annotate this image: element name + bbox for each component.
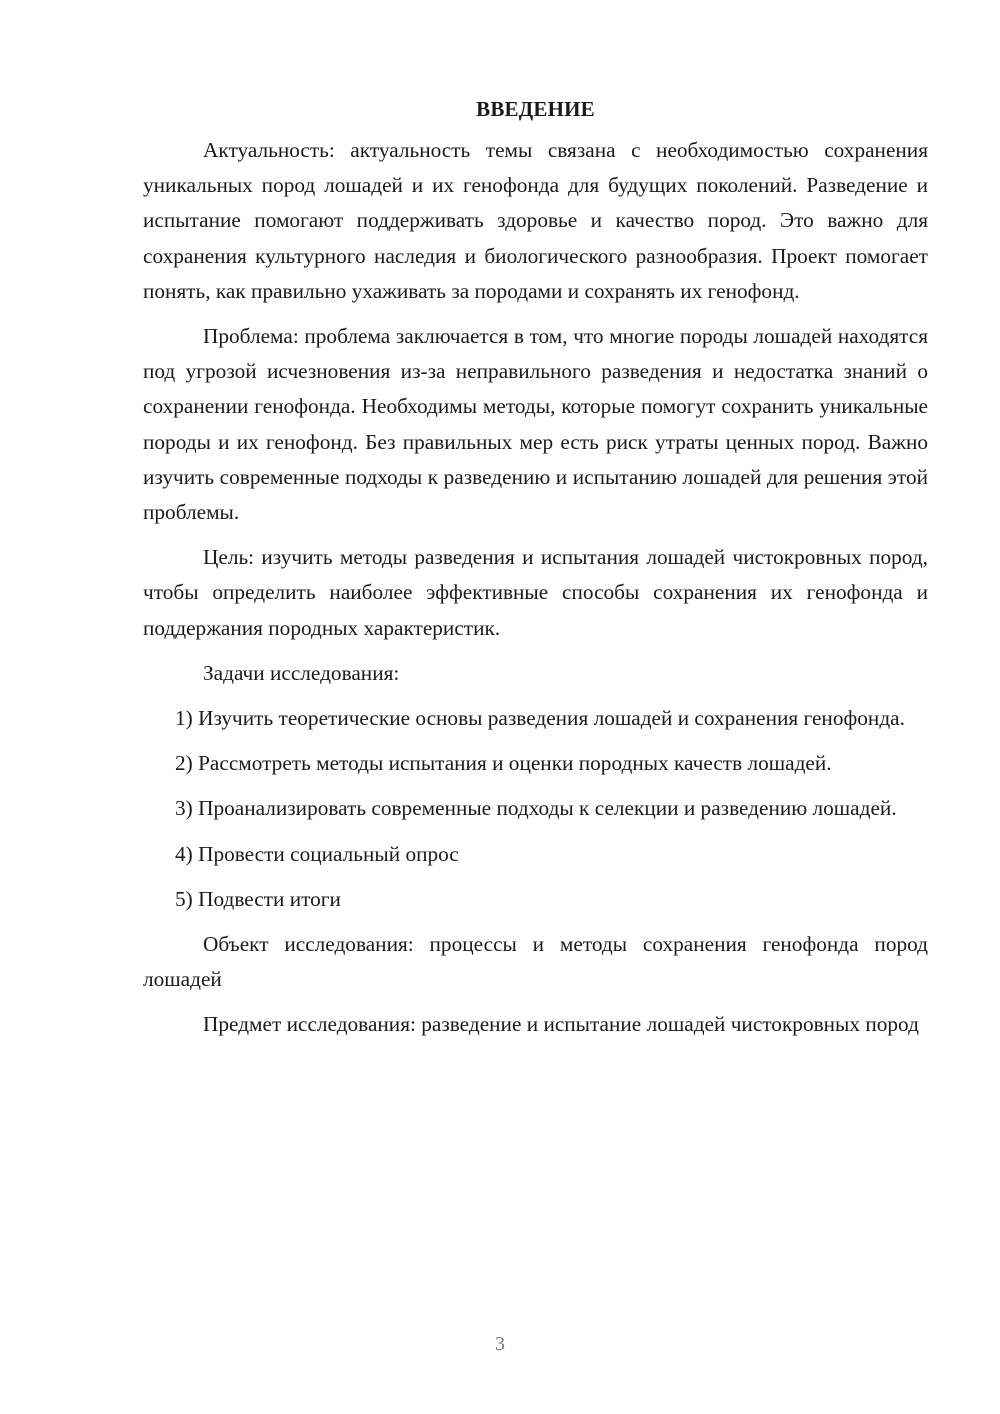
task-item-5: 5) Подвести итоги (175, 886, 341, 911)
relevance-paragraph: Актуальность: актуальность темы связана с необходимостью сохранения уникальных пород лошадей и их генофонда для будущих поколений. Разведение и испытание помогают поддерживать здоровье и качество пород. Это важно для сохранения культурного наследия и биологического разнообразия. Проект помогает понять, как правильно ухаживать за породами и сохранять их генофонд. (143, 138, 928, 303)
task-item-1: 1) Изучить теоретические основы разведения лошадей и сохранения генофонда. (175, 706, 905, 731)
document-page (143, 92, 928, 1053)
goal-paragraph: Цель: изучить методы разведения и испытания лошадей чистокровных пород, чтобы определить наиболее эффективные способы сохранения их генофонда и поддержания породных характеристик. (143, 545, 928, 640)
research-object-paragraph: Объект исследования: процессы и методы сохранения генофонда пород лошадей (143, 932, 928, 992)
task-item-3: 3) Проанализировать современные подходы к селекции и разведению лошадей. (175, 796, 897, 821)
tasks-title: Задачи исследования: (203, 660, 400, 685)
task-item-2: 2) Рассмотреть методы испытания и оценки породных качеств лошадей. (175, 751, 832, 776)
page-number: 3 (495, 1333, 505, 1355)
task-item-4: 4) Провести социальный опрос (175, 841, 459, 866)
research-subject-paragraph: Предмет исследования: разведение и испытание лошадей чистокровных пород (203, 1012, 919, 1037)
section-heading: ВВЕДЕНИЕ (476, 97, 595, 121)
problem-paragraph: Проблема: проблема заключается в том, что многие породы лошадей находятся под угрозой исчезновения из-за неправильного разведения и недостатка знаний о сохранении генофонда. Необходимы методы, которые помогут сохранить уникальные породы и их генофонд. Без правильных мер есть риск утраты ценных пород. Важно изучить современные подходы к разведению и испытанию лошадей для решения этой проблемы. (143, 324, 928, 525)
